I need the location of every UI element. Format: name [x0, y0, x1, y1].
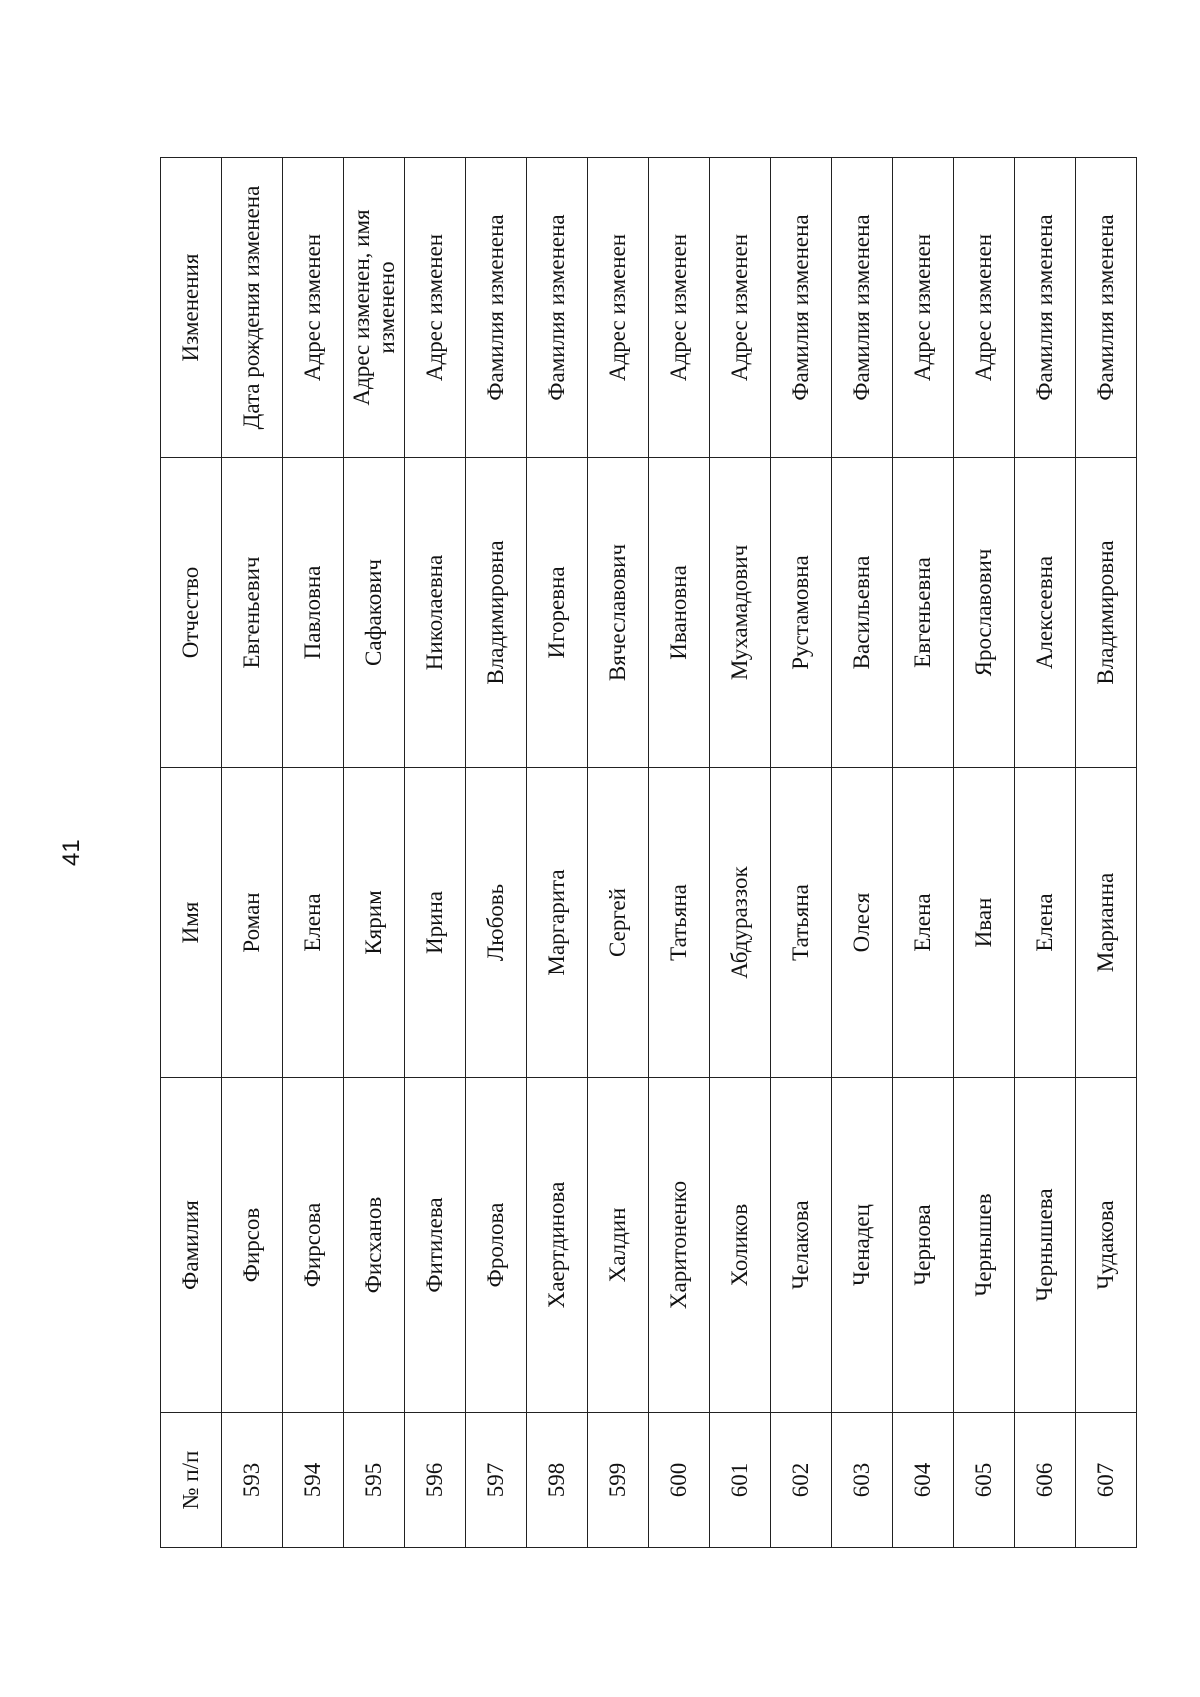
cell-last-name: Чернова	[893, 1078, 954, 1413]
cell-changes: Фамилия изменена	[466, 158, 527, 458]
cell-patronymic: Павловна	[283, 458, 344, 768]
cell-last-name: Чернышева	[1015, 1078, 1076, 1413]
cell-patronymic: Сафакович	[344, 458, 405, 768]
cell-patronymic: Мухамадович	[710, 458, 771, 768]
cell-number: 605	[954, 1413, 1015, 1548]
cell-number: 600	[649, 1413, 710, 1548]
cell-changes: Адрес изменен	[283, 158, 344, 458]
cell-first-name: Елена	[283, 768, 344, 1078]
cell-changes: Адрес изменен	[588, 158, 649, 458]
header-changes: Изменения	[161, 158, 222, 458]
cell-patronymic: Ярославович	[954, 458, 1015, 768]
table-row	[466, 158, 527, 1548]
cell-first-name: Кярим	[344, 768, 405, 1078]
cell-changes: Адрес изменен	[710, 158, 771, 458]
cell-changes: Фамилия изменена	[527, 158, 588, 458]
cell-number: 607	[1076, 1413, 1137, 1548]
cell-last-name: Хаертдинова	[527, 1078, 588, 1413]
cell-first-name: Елена	[1015, 768, 1076, 1078]
cell-last-name: Халдин	[588, 1078, 649, 1413]
records-table-rotated	[160, 158, 1119, 1548]
cell-last-name: Челакова	[771, 1078, 832, 1413]
cell-number: 596	[405, 1413, 466, 1548]
cell-number: 606	[1015, 1413, 1076, 1548]
cell-last-name: Фирсов	[222, 1078, 283, 1413]
cell-first-name: Сергей	[588, 768, 649, 1078]
cell-number: 601	[710, 1413, 771, 1548]
table-row	[710, 158, 771, 1548]
cell-number: 598	[527, 1413, 588, 1548]
header-patronymic: Отчество	[161, 458, 222, 768]
table-row	[1076, 158, 1137, 1548]
cell-patronymic: Рустамовна	[771, 458, 832, 768]
cell-patronymic: Алексеевна	[1015, 458, 1076, 768]
cell-last-name: Фитилева	[405, 1078, 466, 1413]
table-header-row	[161, 158, 222, 1548]
cell-patronymic: Вячеславович	[588, 458, 649, 768]
cell-last-name: Чудакова	[1076, 1078, 1137, 1413]
cell-patronymic: Игоревна	[527, 458, 588, 768]
cell-changes: Фамилия изменена	[832, 158, 893, 458]
header-number: № п/п	[161, 1413, 222, 1548]
cell-patronymic: Владимировна	[466, 458, 527, 768]
table-row	[832, 158, 893, 1548]
cell-number: 602	[771, 1413, 832, 1548]
cell-last-name: Фисханов	[344, 1078, 405, 1413]
cell-changes: Фамилия изменена	[771, 158, 832, 458]
table-row	[893, 158, 954, 1548]
cell-first-name: Марианна	[1076, 768, 1137, 1078]
table-body	[222, 158, 1137, 1548]
table-row	[283, 158, 344, 1548]
cell-first-name: Ирина	[405, 768, 466, 1078]
cell-patronymic: Николаевна	[405, 458, 466, 768]
table-row	[405, 158, 466, 1548]
cell-changes: Адрес изменен, имя изменено	[344, 158, 405, 458]
cell-changes: Адрес изменен	[405, 158, 466, 458]
cell-patronymic: Евгеньевич	[222, 458, 283, 768]
table-row	[954, 158, 1015, 1548]
table-row	[649, 158, 710, 1548]
cell-patronymic: Васильевна	[832, 458, 893, 768]
cell-last-name: Чернышев	[954, 1078, 1015, 1413]
cell-number: 595	[344, 1413, 405, 1548]
cell-changes: Адрес изменен	[893, 158, 954, 458]
header-last-name: Фамилия	[161, 1078, 222, 1413]
cell-first-name: Маргарита	[527, 768, 588, 1078]
cell-number: 599	[588, 1413, 649, 1548]
cell-first-name: Олеся	[832, 768, 893, 1078]
cell-last-name: Фирсова	[283, 1078, 344, 1413]
cell-patronymic: Ивановна	[649, 458, 710, 768]
table-row	[527, 158, 588, 1548]
cell-changes: Фамилия изменена	[1076, 158, 1137, 458]
table-row	[771, 158, 832, 1548]
cell-first-name: Любовь	[466, 768, 527, 1078]
cell-first-name: Роман	[222, 768, 283, 1078]
page-number: 41	[58, 839, 85, 866]
cell-first-name: Иван	[954, 768, 1015, 1078]
records-table	[160, 157, 1137, 1548]
cell-changes: Дата рождения изменена	[222, 158, 283, 458]
cell-changes: Адрес изменен	[649, 158, 710, 458]
cell-last-name: Ченадец	[832, 1078, 893, 1413]
header-first-name: Имя	[161, 768, 222, 1078]
cell-changes: Адрес изменен	[954, 158, 1015, 458]
table-row	[1015, 158, 1076, 1548]
cell-number: 593	[222, 1413, 283, 1548]
cell-first-name: Елена	[893, 768, 954, 1078]
table-row	[344, 158, 405, 1548]
cell-number: 594	[283, 1413, 344, 1548]
table-row	[588, 158, 649, 1548]
cell-number: 603	[832, 1413, 893, 1548]
cell-patronymic: Владимировна	[1076, 458, 1137, 768]
cell-first-name: Татьяна	[771, 768, 832, 1078]
cell-first-name: Абдураззок	[710, 768, 771, 1078]
cell-last-name: Харитоненко	[649, 1078, 710, 1413]
cell-last-name: Холиков	[710, 1078, 771, 1413]
cell-number: 597	[466, 1413, 527, 1548]
cell-first-name: Татьяна	[649, 768, 710, 1078]
cell-number: 604	[893, 1413, 954, 1548]
cell-patronymic: Евгеньевна	[893, 458, 954, 768]
cell-last-name: Фролова	[466, 1078, 527, 1413]
cell-changes: Фамилия изменена	[1015, 158, 1076, 458]
table-row	[222, 158, 283, 1548]
